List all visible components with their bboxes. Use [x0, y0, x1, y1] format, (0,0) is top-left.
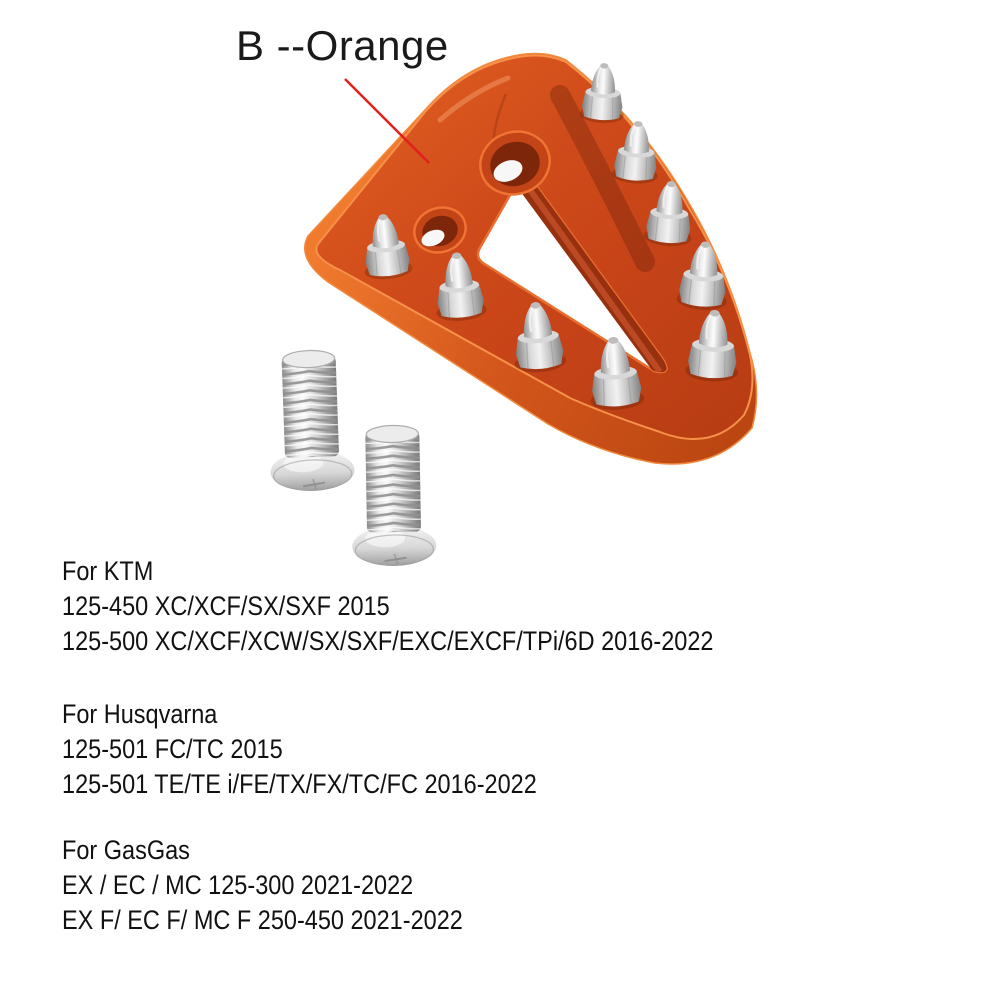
mounting-screws [266, 349, 436, 567]
compatibility-group-ktm [62, 554, 811, 659]
compat-heading: For KTM [62, 556, 154, 586]
compat-heading: For GasGas [62, 835, 190, 865]
pedal-plate [305, 53, 757, 464]
compatibility-group-husqvarna [62, 697, 608, 802]
compat-line: 125-501 TE/TE i/FE/TX/FX/TC/FC 2016-2022 [62, 769, 537, 799]
compat-heading: For Husqvarna [62, 699, 218, 729]
compat-line: 125-501 FC/TC 2015 [62, 734, 283, 764]
mounting-screw [266, 349, 355, 492]
compat-line: EX / EC / MC 125-300 2021-2022 [62, 870, 414, 900]
variant-title: B --Orange [236, 22, 449, 69]
compat-line: 125-500 XC/XCF/XCW/SX/SXF/EXC/EXCF/TPi/6D 2016-2022 [62, 626, 714, 656]
compat-line: EX F/ EC F/ MC F 250-450 2021-2022 [62, 905, 463, 935]
mounting-screw [350, 425, 436, 567]
stud [579, 62, 626, 124]
compat-line: 125-450 XC/XCF/SX/SXF 2015 [62, 591, 390, 621]
compatibility-group-gasgas [62, 833, 523, 938]
